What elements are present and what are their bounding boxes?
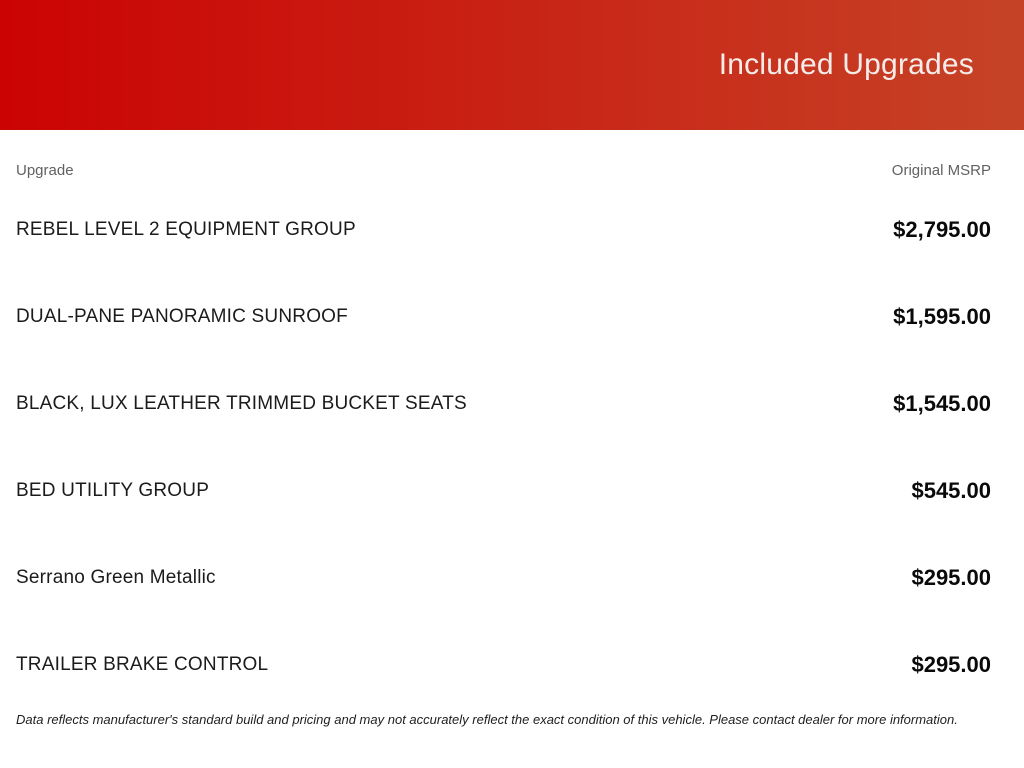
upgrade-msrp: $295.00	[911, 564, 991, 590]
upgrade-name: Serrano Green Metallic	[16, 566, 216, 588]
upgrade-msrp: $1,545.00	[893, 390, 991, 416]
table-row	[16, 447, 991, 534]
table-row	[16, 534, 991, 621]
table-column-headers	[16, 130, 991, 182]
table-row	[16, 273, 991, 360]
table-row	[16, 621, 991, 708]
upgrade-name: BLACK, LUX LEATHER TRIMMED BUCKET SEATS	[16, 392, 467, 414]
upgrade-msrp: $2,795.00	[893, 216, 991, 242]
disclaimer-text: Data reflects manufacturer's standard build and pricing and may not accurately reflect the exact condition of this vehicle. Please contact dealer for more information.	[16, 712, 958, 727]
column-header-upgrade: Upgrade	[16, 162, 74, 179]
page-header-banner	[0, 0, 1024, 130]
upgrades-table	[0, 130, 1024, 728]
upgrade-name: REBEL LEVEL 2 EQUIPMENT GROUP	[16, 218, 356, 240]
column-header-msrp: Original MSRP	[891, 162, 991, 179]
upgrade-name: BED UTILITY GROUP	[16, 479, 210, 501]
table-body	[16, 182, 991, 708]
table-row	[16, 360, 991, 447]
upgrade-msrp: $295.00	[911, 651, 991, 677]
table-row	[16, 186, 991, 273]
upgrade-name: DUAL-PANE PANORAMIC SUNROOF	[16, 305, 348, 327]
upgrade-msrp: $545.00	[911, 477, 991, 503]
page-title: Included Upgrades	[718, 48, 974, 81]
upgrade-msrp: $1,595.00	[893, 303, 991, 329]
upgrade-name: TRAILER BRAKE CONTROL	[16, 653, 269, 675]
